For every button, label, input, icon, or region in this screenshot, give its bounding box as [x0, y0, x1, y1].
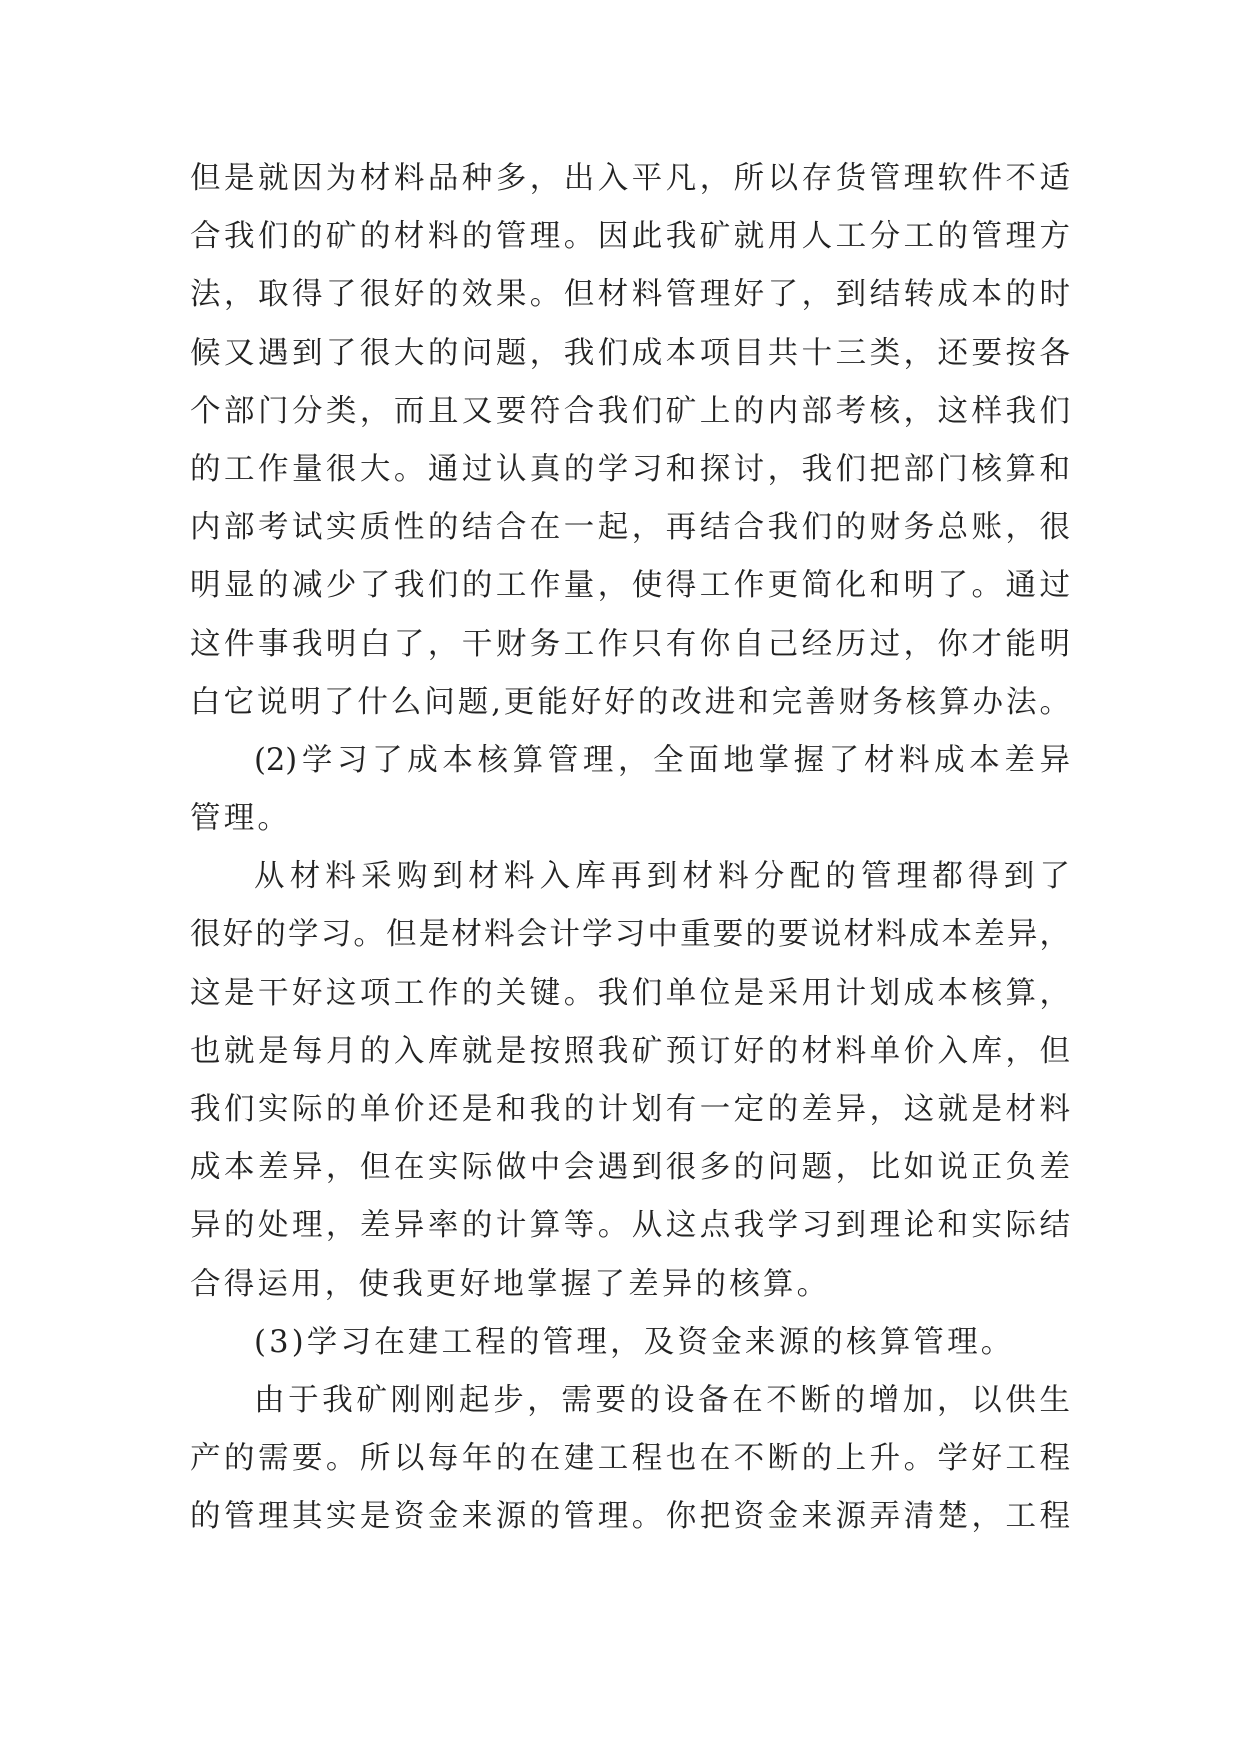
text-line: 明显的减少了我们的工作量，使得工作更简化和明了。通过 [190, 568, 1070, 604]
text-line: 很好的学习。但是材料会计学习中重要的要说材料成本差异， [190, 917, 1070, 953]
text-line: 白它说明了什么问题,更能好好的改进和完善财务核算办法。 [190, 684, 1070, 720]
section-heading-line: (3)学习在建工程的管理，及资金来源的核算管理。 [254, 1324, 1015, 1360]
text-line: 的工作量很大。通过认真的学习和探讨，我们把部门核算和 [190, 451, 1070, 487]
text-line: 法，取得了很好的效果。但材料管理好了，到结转成本的时 [190, 277, 1070, 313]
text-line: 的管理其实是资金来源的管理。你把资金来源弄清楚，工程 [190, 1499, 1070, 1535]
text-line: 合我们的矿的材料的管理。因此我矿就用人工分工的管理方 [190, 219, 1070, 255]
text-line: 异的处理，差异率的计算等。从这点我学习到理论和实际结 [190, 1208, 1070, 1244]
section-heading-line: (2)学习了成本核算管理，全面地掌握了材料成本差异 [254, 742, 1070, 778]
paragraph-first-line: 从材料采购到材料入库再到材料分配的管理都得到了 [254, 859, 1070, 895]
text-line: 个部门分类，而且又要符合我们矿上的内部考核，这样我们 [190, 393, 1070, 429]
text-line: 管理。 [190, 801, 292, 837]
text-line: 这件事我明白了，干财务工作只有你自己经历过，你才能明 [190, 626, 1070, 662]
text-line: 但是就因为材料品种多，出入平凡，所以存货管理软件不适 [190, 161, 1070, 196]
text-line: 成本差异，但在实际做中会遇到很多的问题，比如说正负差 [190, 1150, 1070, 1186]
text-line: 这是干好这项工作的关键。我们单位是采用计划成本核算， [190, 975, 1070, 1011]
text-line: 候又遇到了很大的问题，我们成本项目共十三类，还要按各 [190, 335, 1070, 371]
paragraph-first-line: 由于我矿刚刚起步，需要的设备在不断的增加，以供生 [254, 1382, 1070, 1418]
text-line: 也就是每月的入库就是按照我矿预订好的材料单价入库，但 [190, 1033, 1070, 1069]
body-text [190, 150, 1070, 1547]
text-line: 我们实际的单价还是和我的计划有一定的差异，这就是材料 [190, 1092, 1070, 1127]
text-line: 合得运用，使我更好地掌握了差异的核算。 [190, 1266, 831, 1302]
text-line: 内部考试实质性的结合在一起，再结合我们的财务总账，很 [190, 510, 1070, 546]
text-line: 产的需要。所以每年的在建工程也在不断的上升。学好工程 [190, 1441, 1070, 1477]
